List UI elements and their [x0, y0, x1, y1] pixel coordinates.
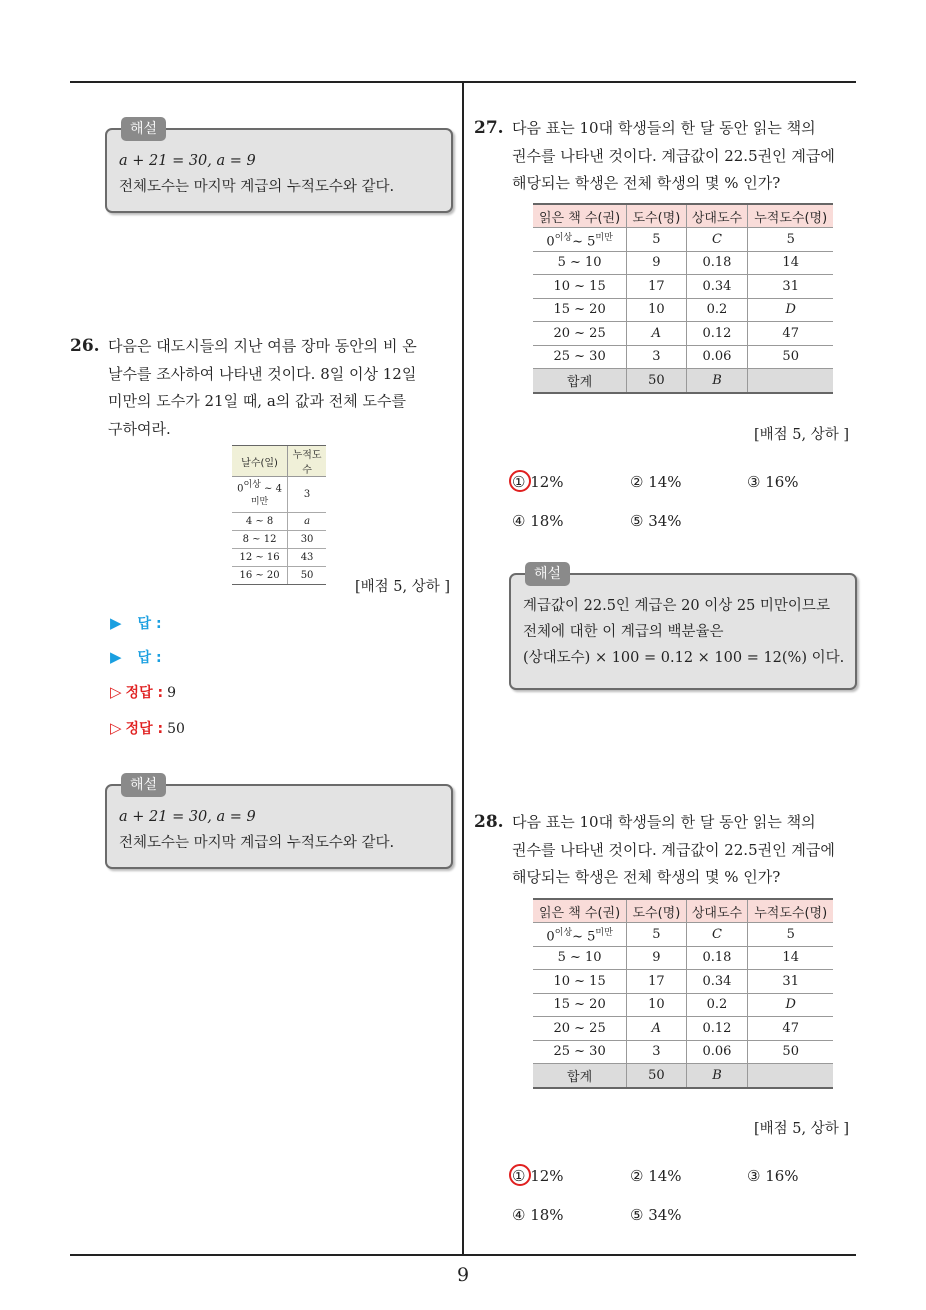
book-count-table [533, 203, 833, 394]
table-cell: 10 ~ 15 [533, 275, 627, 299]
explanation-line: (상대도수) × 100 = 0.12 × 100 = 12(%) 이다. [523, 650, 845, 666]
question-text-line: 미만의 도수가 21일 때, a의 값과 전체 도수를 [108, 392, 407, 410]
table-row [533, 298, 833, 322]
table-cell: 16 ~ 20 [232, 566, 288, 584]
table-header: 도수(명) [627, 899, 686, 923]
table-cell: 0.18 [686, 251, 748, 275]
table-cell: 3 [627, 345, 686, 369]
table-header: 누적도수(명) [748, 899, 833, 923]
answer-label: 답 : [137, 650, 162, 666]
table-row [533, 1017, 833, 1041]
table-cell [748, 1064, 833, 1088]
table-cell: 합계 [533, 369, 627, 393]
answer-label: 답 : [137, 616, 162, 632]
table-cell: 20 ~ 25 [533, 1017, 627, 1041]
table-total-row [533, 369, 833, 393]
choice-4: ④ 18% [512, 512, 564, 530]
question-text-line: 해당되는 학생은 전체 학생의 몇 % 인가? [512, 868, 781, 886]
table-cell: $0^{이상}$ ~ $4^{미만}$ [232, 477, 288, 513]
table-cell: 0.34 [686, 275, 748, 299]
table-row [232, 566, 326, 584]
explanation-tag: 해설 [525, 562, 570, 586]
table-cell: $0^{이상}\sim$ $5^{미만}$ [533, 228, 627, 252]
explanation-line: 전체도수는 마지막 계급의 누적도수와 같다. [119, 179, 395, 195]
table-cell: 17 [627, 275, 686, 299]
triangle-outline-icon: ▷ [110, 683, 122, 701]
answer-line [110, 613, 166, 633]
table-cell: 10 [627, 993, 686, 1017]
table-cell: $0^{이상}\sim$ $5^{미만}$ [533, 923, 627, 947]
book-count-table [533, 898, 833, 1089]
table-cell: 3 [627, 1040, 686, 1064]
table-cell: 50 [748, 345, 833, 369]
table-cell: 0.06 [686, 345, 748, 369]
question-text-line: 다음 표는 10대 학생들의 한 달 동안 읽는 책의 [512, 119, 816, 137]
table-cell: 0.18 [686, 946, 748, 970]
table-row [533, 1040, 833, 1064]
correct-answer-line [110, 682, 176, 702]
table-header: 읽은 책 수(권) [533, 899, 627, 923]
table-row [533, 993, 833, 1017]
table-cell: 31 [748, 275, 833, 299]
table-header: 도수(명) [627, 204, 686, 228]
table-cell: B [686, 369, 748, 393]
explanation-line: 계급값이 22.5인 계급은 20 이상 25 미만이므로 [523, 598, 830, 614]
question-text-line: 해당되는 학생은 전체 학생의 몇 % 인가? [512, 174, 781, 192]
choice-2: ② 14% [630, 473, 682, 491]
play-icon: ▶ [110, 614, 122, 632]
question-26 [70, 333, 450, 443]
question-number: 28. [474, 812, 504, 832]
table-cell: 15 ~ 20 [533, 298, 627, 322]
correct-answer-label: 정답 : [125, 685, 164, 701]
score-label: [배점 5, 상하 ] [754, 427, 850, 443]
choice-5: ⑤ 34% [630, 512, 682, 530]
score-label: [배점 5, 상하 ] [355, 579, 451, 595]
table-cell: C [686, 228, 748, 252]
table-row [232, 530, 326, 548]
table-header: 읽은 책 수(권) [533, 204, 627, 228]
table-header: 누적도수 [288, 446, 326, 477]
table-cell: 50 [627, 369, 686, 393]
table-cell: D [748, 993, 833, 1017]
table-cell: 합계 [533, 1064, 627, 1088]
correct-answer-line [110, 718, 185, 738]
table-cell: 50 [627, 1064, 686, 1088]
table-cell: 12 ~ 16 [232, 548, 288, 566]
explanation-line: a + 21 = 30, a = 9 [119, 809, 256, 825]
table-cell [748, 369, 833, 393]
question-number: 27. [474, 118, 504, 138]
column-divider [462, 83, 464, 1256]
table-cell: 43 [288, 548, 326, 566]
table-cell: 0.12 [686, 1017, 748, 1041]
question-text-line: 권수를 나타낸 것이다. 계급값이 22.5권인 계급에 [512, 840, 835, 859]
choice-5: ⑤ 34% [630, 1206, 682, 1224]
table-cell: 4 ~ 8 [232, 512, 288, 530]
question-27 [474, 115, 854, 198]
correct-answer-label: 정답 : [125, 721, 164, 737]
rain-days-table [232, 445, 326, 585]
table-cell: 5 [627, 228, 686, 252]
table-cell: 5 [748, 923, 833, 947]
table-cell: 15 ~ 20 [533, 993, 627, 1017]
table-row [533, 322, 833, 346]
explanation-tag: 해설 [121, 773, 166, 797]
table-cell: 9 [627, 251, 686, 275]
table-total-row [533, 1064, 833, 1088]
table-row [232, 477, 326, 513]
table-cell: A [627, 322, 686, 346]
question-text-line: 구하여라. [108, 419, 171, 438]
table-cell: 0.12 [686, 322, 748, 346]
table-cell: 5 ~ 10 [533, 251, 627, 275]
table-cell: 5 [748, 228, 833, 252]
correct-answer-value: 50 [167, 721, 185, 737]
choice-3: ③ 16% [747, 473, 799, 491]
table-cell: 14 [748, 946, 833, 970]
explanation-box [105, 777, 453, 869]
explanation-box [509, 566, 857, 690]
table-cell: 0.2 [686, 298, 748, 322]
correct-answer-value: 9 [167, 685, 176, 701]
table-header: 상대도수 [686, 899, 748, 923]
table-cell: C [686, 923, 748, 947]
answer-line [110, 647, 166, 667]
table-cell: 9 [627, 946, 686, 970]
triangle-outline-icon: ▷ [110, 719, 122, 737]
explanation-line: 전체도수는 마지막 계급의 누적도수와 같다. [119, 835, 395, 851]
table-cell: 20 ~ 25 [533, 322, 627, 346]
bottom-rule [70, 1254, 856, 1256]
table-cell: 3 [288, 477, 326, 513]
choice-1: ① 12% [512, 1167, 564, 1185]
table-cell: 5 ~ 10 [533, 946, 627, 970]
choice-3: ③ 16% [747, 1167, 799, 1185]
table-cell: A [627, 1017, 686, 1041]
table-cell: 50 [748, 1040, 833, 1064]
question-text-line: 다음은 대도시들의 지난 여름 장마 동안의 비 온 [108, 337, 417, 355]
table-cell: 25 ~ 30 [533, 345, 627, 369]
table-cell: 47 [748, 322, 833, 346]
table-cell: B [686, 1064, 748, 1088]
question-28 [474, 809, 854, 892]
table-cell: 30 [288, 530, 326, 548]
table-cell: a [288, 512, 326, 530]
play-icon: ▶ [110, 648, 122, 666]
table-header: 날수(일) [232, 446, 288, 477]
table-cell: 47 [748, 1017, 833, 1041]
table-cell: 31 [748, 970, 833, 994]
table-row [533, 923, 833, 947]
question-text-line: 권수를 나타낸 것이다. 계급값이 22.5권인 계급에 [512, 146, 835, 165]
choice-2: ② 14% [630, 1167, 682, 1185]
table-cell: 0.34 [686, 970, 748, 994]
table-row [533, 345, 833, 369]
table-cell: 0.06 [686, 1040, 748, 1064]
table-cell: D [748, 298, 833, 322]
table-row [533, 275, 833, 299]
page-number: 9 [456, 1264, 470, 1286]
question-number: 26. [70, 336, 100, 356]
table-row [533, 946, 833, 970]
explanation-line: 전체에 대한 이 계급의 백분율은 [523, 624, 724, 640]
explanation-line: a + 21 = 30, a = 9 [119, 153, 256, 169]
table-cell: 17 [627, 970, 686, 994]
table-cell: 10 ~ 15 [533, 970, 627, 994]
table-cell: 5 [627, 923, 686, 947]
table-header: 누적도수(명) [748, 204, 833, 228]
table-row [533, 251, 833, 275]
table-cell: 50 [288, 566, 326, 584]
table-row [232, 512, 326, 530]
choice-4: ④ 18% [512, 1206, 564, 1224]
table-cell: 8 ~ 12 [232, 530, 288, 548]
question-text-line: 날수를 조사하여 나타낸 것이다. 8일 이상 12일 [108, 364, 417, 383]
table-row [232, 548, 326, 566]
table-cell: 25 ~ 30 [533, 1040, 627, 1064]
table-row [533, 228, 833, 252]
score-label: [배점 5, 상하 ] [754, 1121, 850, 1137]
table-cell: 10 [627, 298, 686, 322]
table-cell: 14 [748, 251, 833, 275]
question-text-line: 다음 표는 10대 학생들의 한 달 동안 읽는 책의 [512, 813, 816, 831]
table-cell: 0.2 [686, 993, 748, 1017]
explanation-tag: 해설 [121, 117, 166, 141]
table-header: 상대도수 [686, 204, 748, 228]
table-row [533, 970, 833, 994]
explanation-box [105, 121, 453, 213]
choice-1: ① 12% [512, 473, 564, 491]
